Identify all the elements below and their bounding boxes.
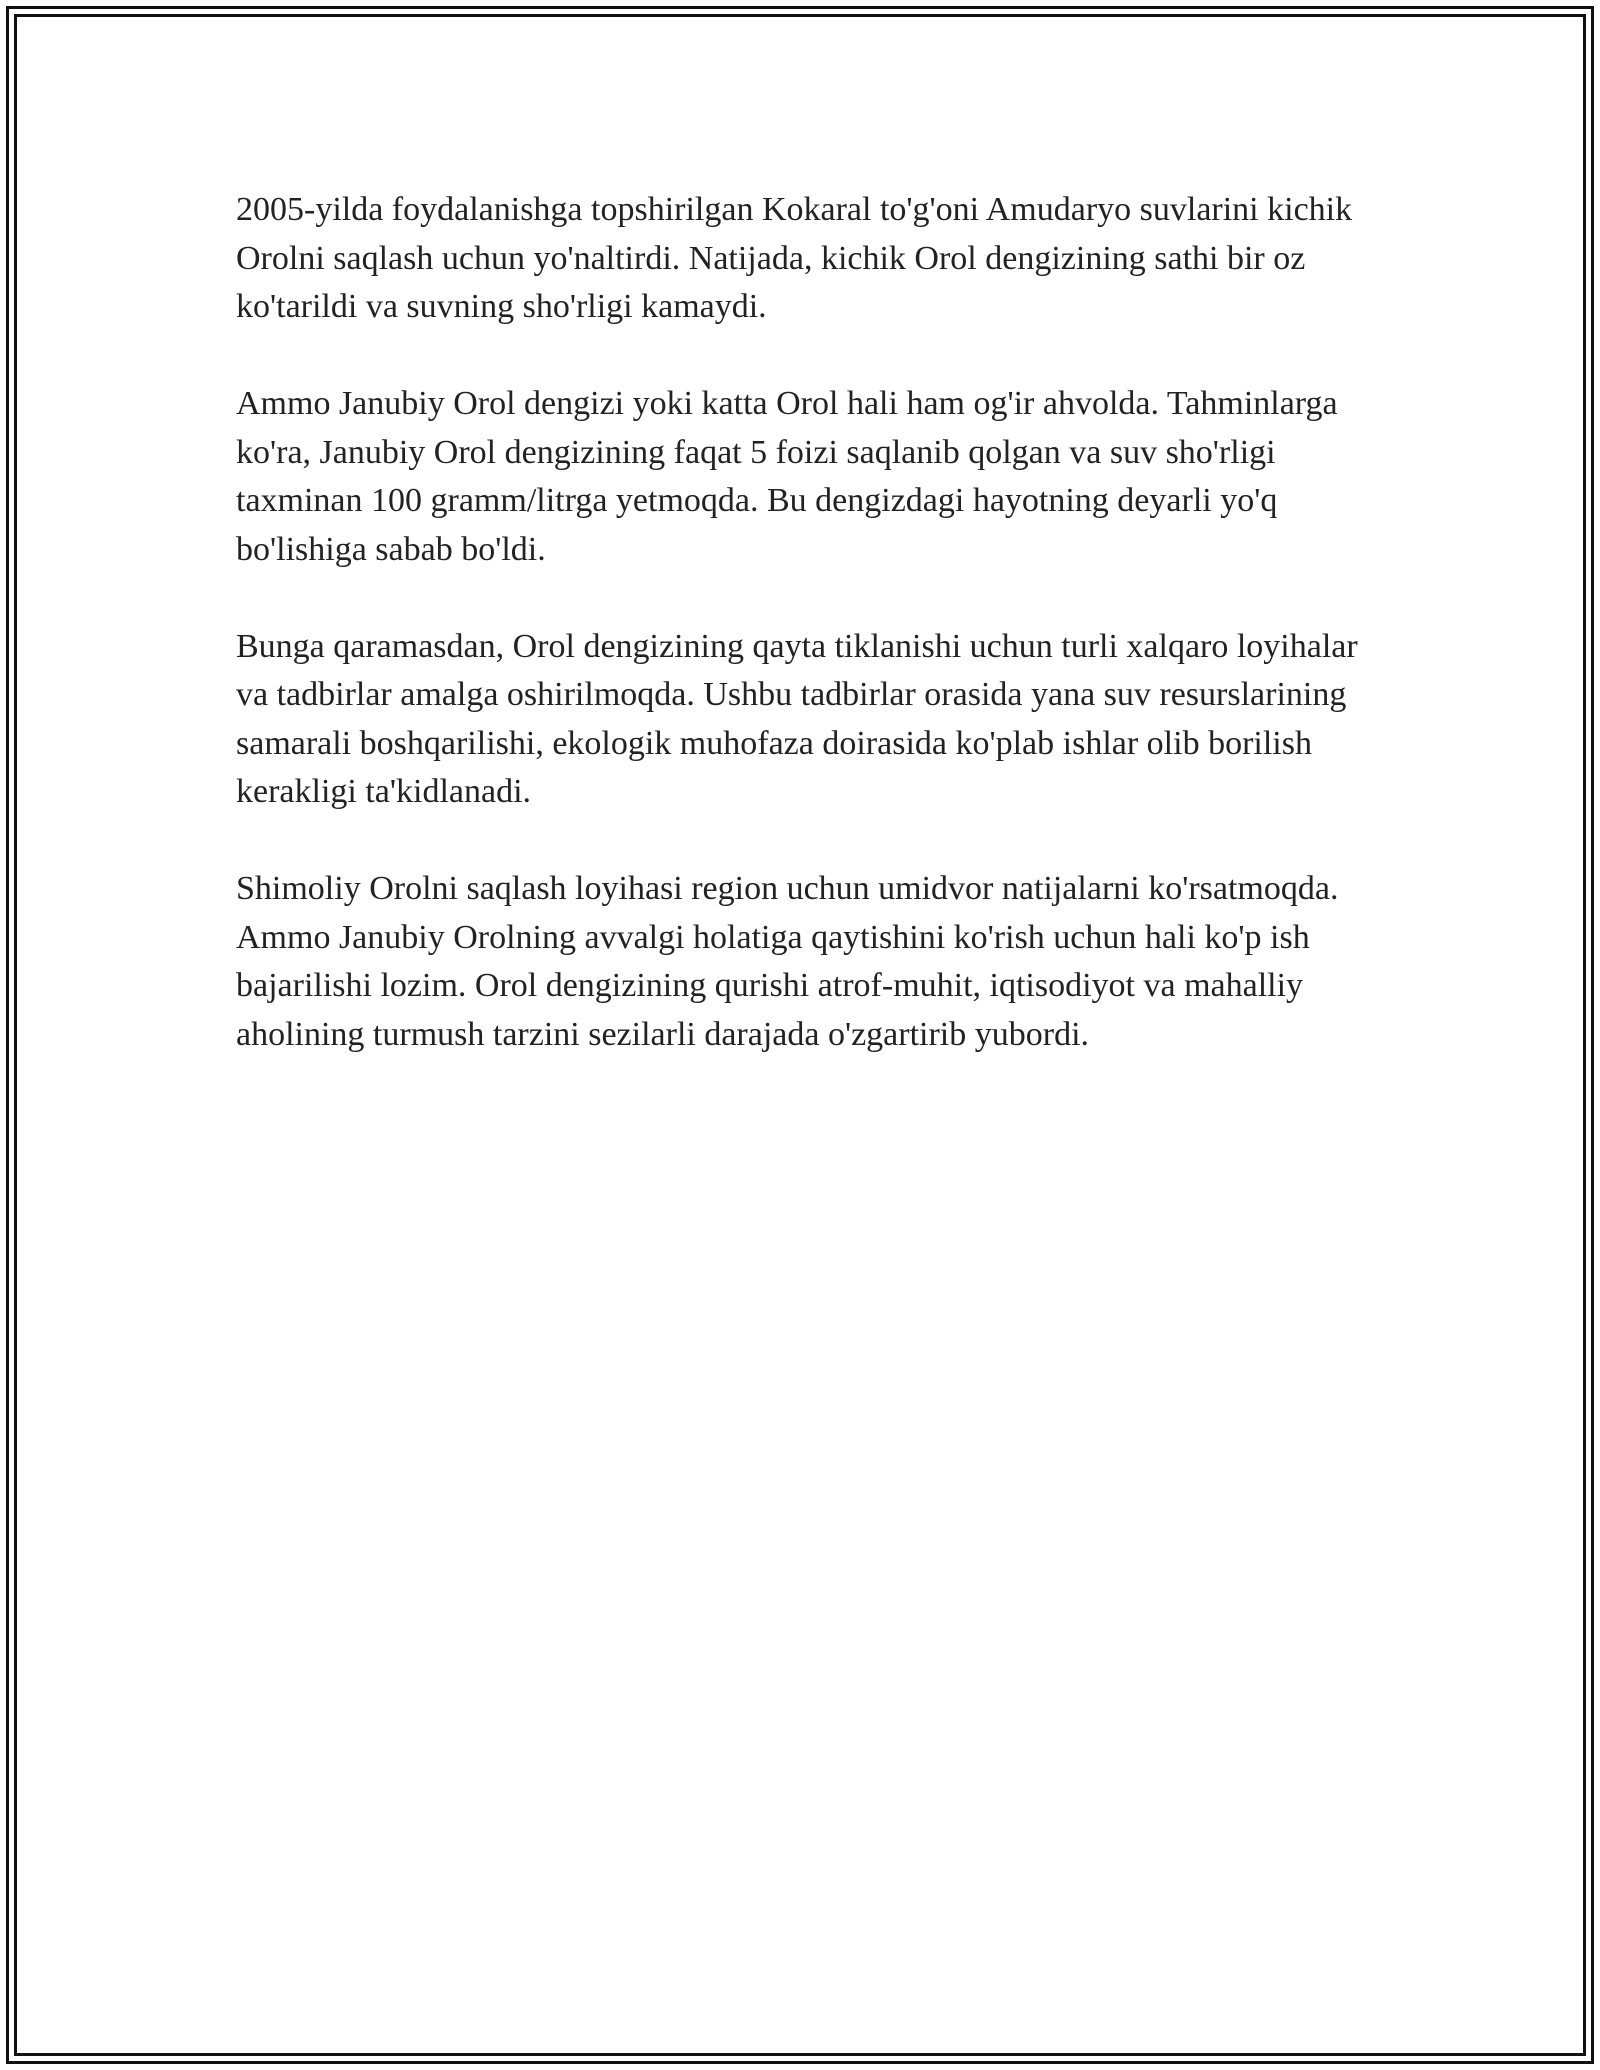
paragraph-1: 2005-yilda foydalanishga topshirilgan Kokaral to'g'oni Amudaryo suvlarini kichik Orolni saqlash uchun yo'naltirdi. Natijada, kichik Orol dengizining sathi bir oz ko'tarildi va suvning sho'rligi kamaydi.	[236, 191, 1353, 325]
paragraph-4: Shimoliy Orolni saqlash loyihasi region uchun umidvor natijalarni ko'rsatmoqda. Ammo Janubiy Orolning avvalgi holatiga qaytishini ko'rish uchun hali ko'p ish bajarilishi lozim. Orol dengizining qurishi atrof-muhit, iqtisodiyot va mahalliy aholining turmush tarzini sezilarli darajada o'zgartirib yubordi.	[236, 870, 1339, 1053]
paragraph-3: Bunga qaramasdan, Orol dengizining qayta tiklanishi uchun turli xalqaro loyihalar va tadbirlar amalga oshirilmoqda. Ushbu tadbirlar orasida yana suv resurslarining samarali boshqarilishi, ekologik muhofaza doirasida ko'plab ishlar olib borilish kerakligi ta'kidlanadi.	[236, 627, 1358, 810]
document-body	[236, 186, 1386, 1108]
paragraph-2: Ammo Janubiy Orol dengizi yoki katta Orol hali ham og'ir ahvolda. Tahminlarga ko'ra, Janubiy Orol dengizining faqat 5 foizi saqlanib qolgan va suv sho'rligi taxminan 100 gramm/litrga yetmoqda. Bu dengizdagi hayotning deyarli yo'q bo'lishiga sabab bo'ldi.	[236, 385, 1338, 568]
